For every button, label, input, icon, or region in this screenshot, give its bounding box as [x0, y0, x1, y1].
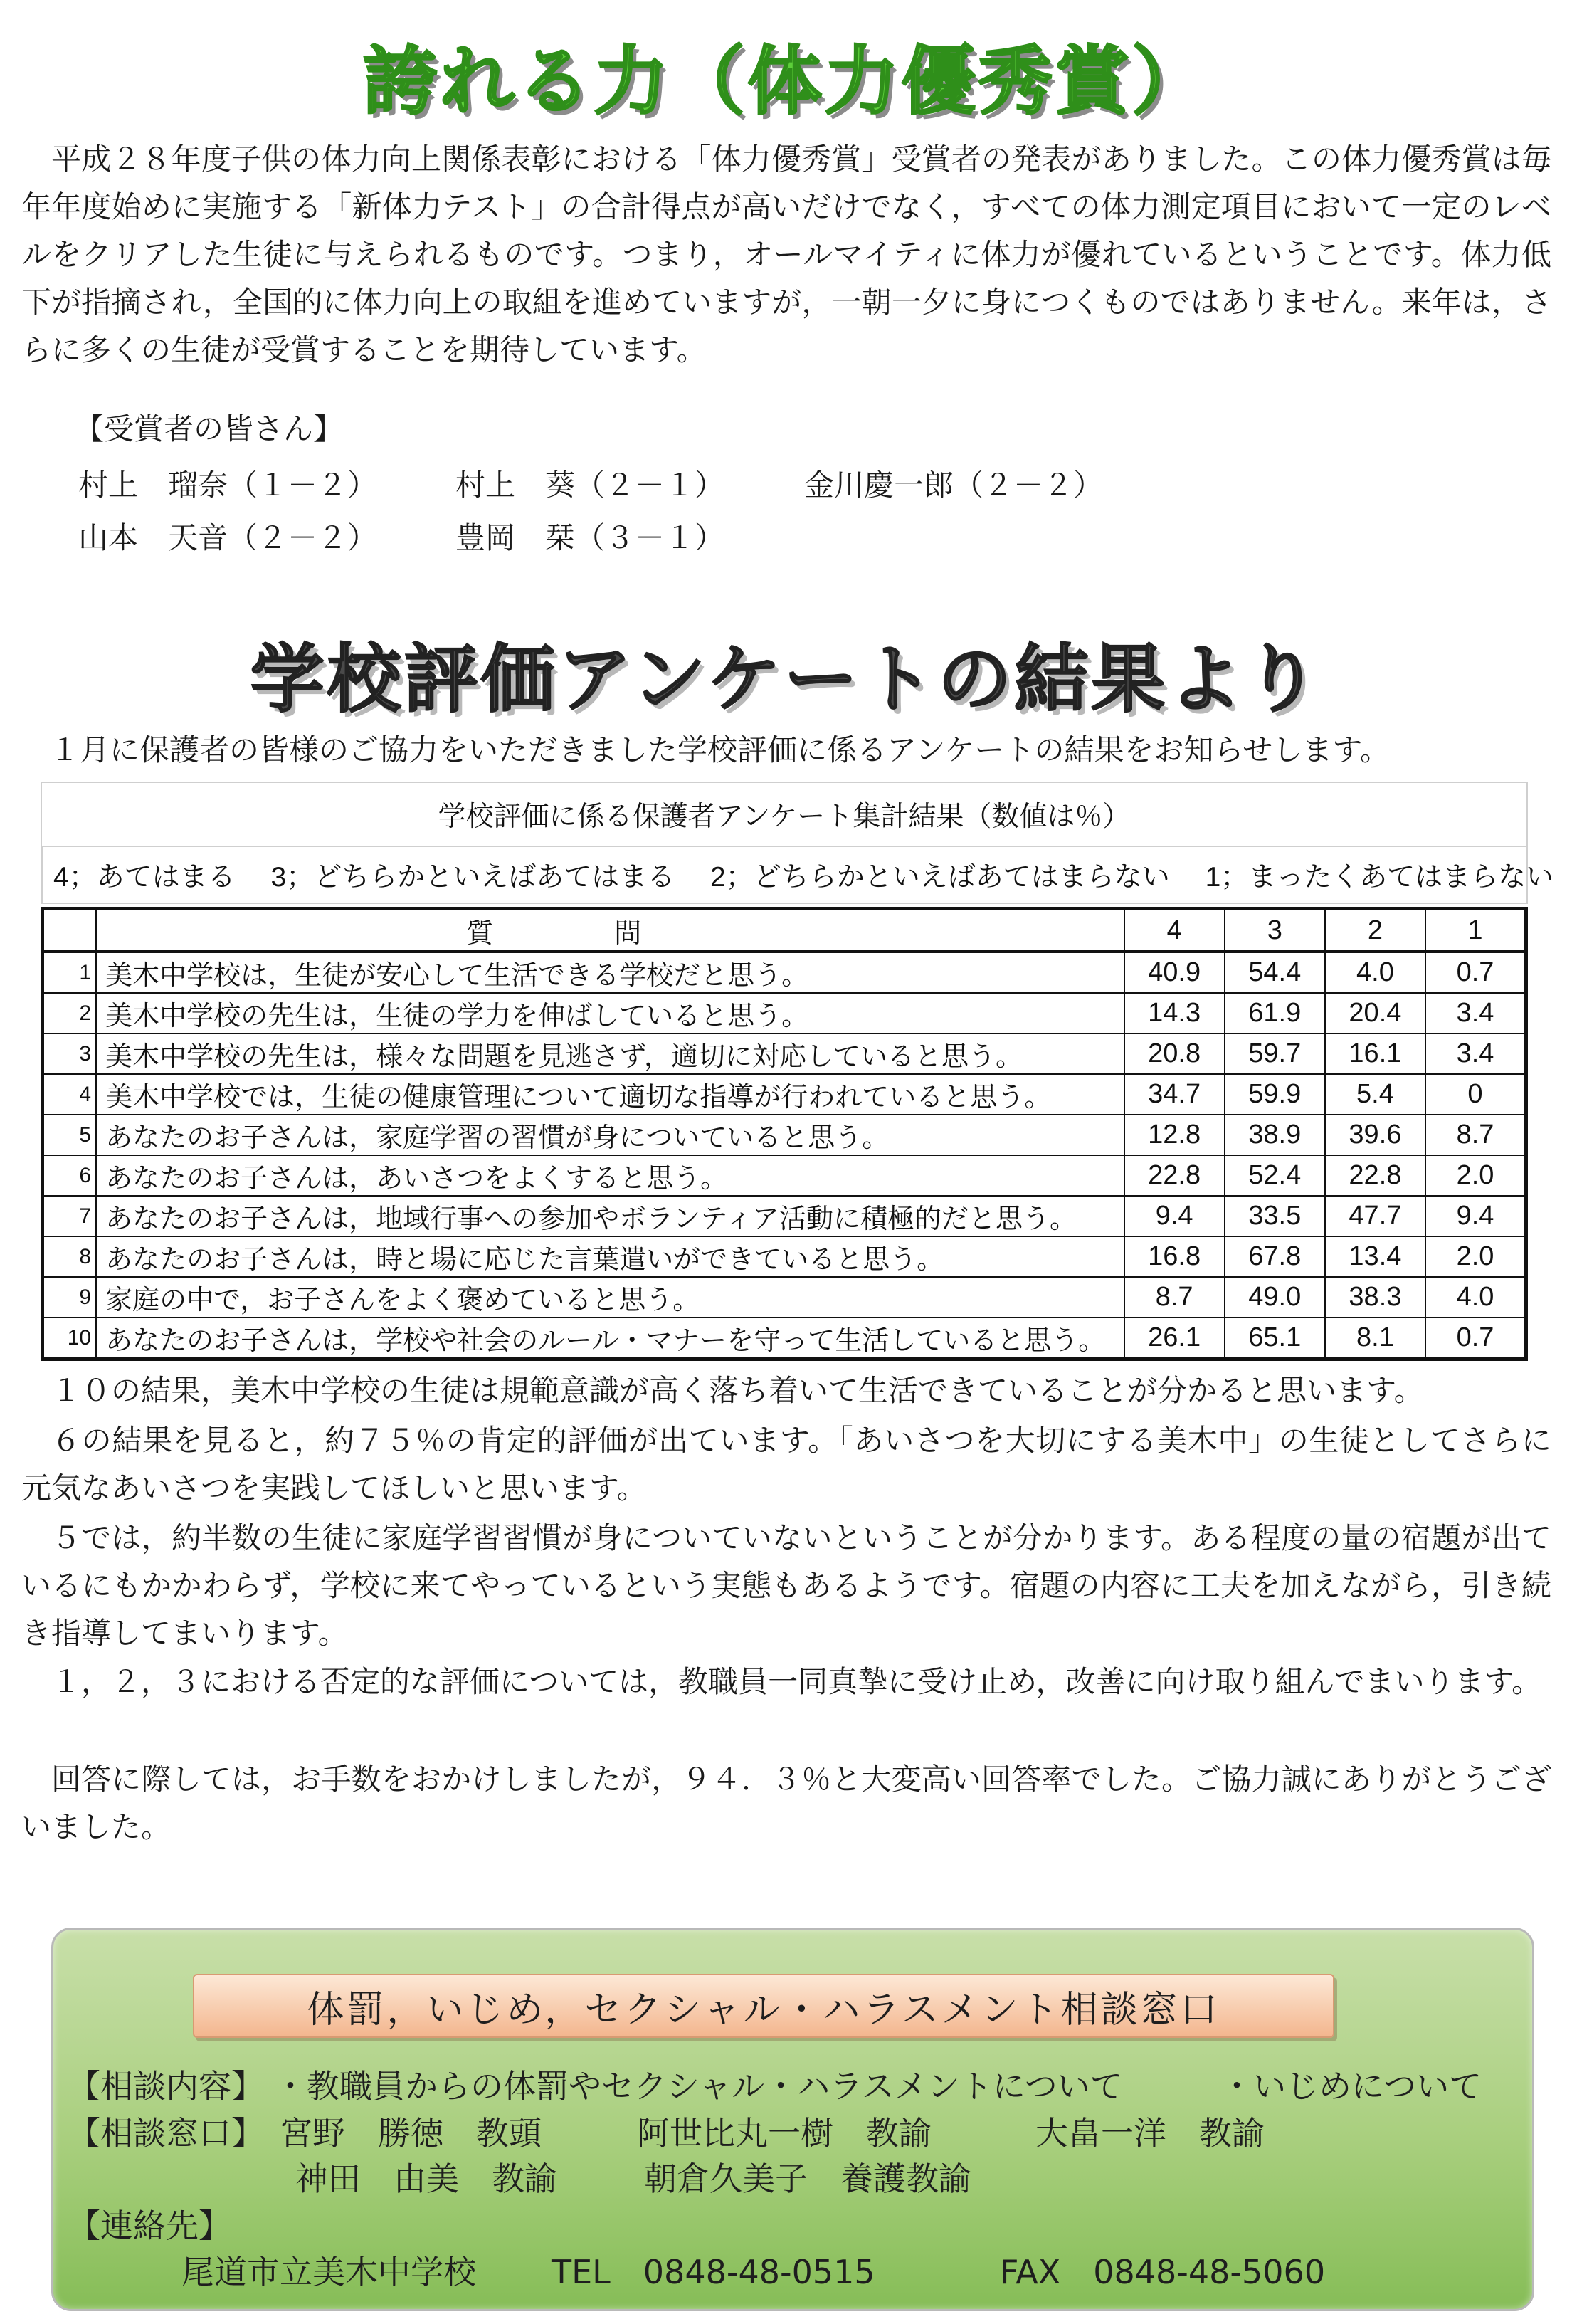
table-row — [43, 1155, 1526, 1196]
row-value-3: 59.7 — [1225, 1034, 1325, 1074]
awardees-list — [78, 459, 1103, 564]
consultation-box — [51, 1928, 1534, 2311]
row-value-2: 38.3 — [1325, 1277, 1425, 1318]
row-no: 6 — [43, 1155, 97, 1196]
result-paragraph: １，２，３における否定的な評価については，教職員一同真摯に受け止め，改善に向け取り組んでまいります。 — [51, 1664, 1542, 1699]
table-row — [43, 1236, 1526, 1277]
row-value-3: 52.4 — [1225, 1155, 1325, 1196]
row-value-2: 39.6 — [1325, 1115, 1425, 1155]
header-3: 3 — [1225, 909, 1325, 952]
result-paragraph: １０の結果，美木中学校の生徒は規範意識が高く落ち着いて生活できていることが分かると思います。 — [51, 1373, 1424, 1408]
staff-name: 大畠一洋 教諭 — [1035, 2114, 1265, 2152]
award-title: 誇れる力（体力優秀賞） — [363, 38, 1209, 125]
row-no: 5 — [43, 1115, 97, 1155]
row-question: あなたのお子さんは，あいさつをよくすると思う。 — [96, 1155, 1124, 1196]
address-label: 【連絡先】 — [68, 2207, 231, 2245]
awardee: 金川慶一郎（２－２） — [804, 468, 1104, 503]
staff-name: 阿世比丸一樹 教諭 — [637, 2114, 932, 2152]
row-value-1: 3.4 — [1425, 993, 1526, 1034]
table-row — [43, 952, 1526, 993]
survey-legend — [41, 846, 1554, 904]
header-question: 質問 — [96, 909, 1124, 952]
row-value-1: 2.0 — [1425, 1155, 1526, 1196]
row-value-3: 59.9 — [1225, 1074, 1325, 1115]
survey-lead: １月に保護者の皆様のご協力をいただきました学校評価に係るアンケートの結果をお知らせします。 — [50, 732, 1390, 767]
row-value-2: 22.8 — [1325, 1155, 1425, 1196]
row-value-2: 13.4 — [1325, 1236, 1425, 1277]
row-no: 10 — [43, 1318, 97, 1360]
awardee: 山本 天音（２－２） — [78, 520, 378, 555]
phone-number: TEL 0848-48-0515 — [552, 2253, 875, 2291]
header-no — [43, 909, 97, 952]
table-row — [43, 1034, 1526, 1074]
content-label: 【相談内容】 — [68, 2067, 264, 2105]
row-value-1: 8.7 — [1425, 1115, 1526, 1155]
row-value-3: 33.5 — [1225, 1196, 1325, 1236]
row-no: 1 — [43, 952, 97, 993]
row-value-4: 16.8 — [1124, 1236, 1225, 1277]
row-no: 4 — [43, 1074, 97, 1115]
row-value-3: 38.9 — [1225, 1115, 1325, 1155]
header-2: 2 — [1325, 909, 1425, 952]
row-value-2: 4.0 — [1325, 952, 1425, 993]
survey-table — [41, 907, 1528, 1361]
row-value-4: 12.8 — [1124, 1115, 1225, 1155]
row-no: 8 — [43, 1236, 97, 1277]
row-value-4: 26.1 — [1124, 1318, 1225, 1360]
row-value-2: 8.1 — [1325, 1318, 1425, 1360]
row-value-3: 54.4 — [1225, 952, 1325, 993]
row-value-3: 49.0 — [1225, 1277, 1325, 1318]
row-value-2: 47.7 — [1325, 1196, 1425, 1236]
table-row — [43, 1074, 1526, 1115]
row-value-2: 20.4 — [1325, 993, 1425, 1034]
header-4: 4 — [1124, 909, 1225, 952]
row-question: 家庭の中で，お子さんをよく褒めていると思う。 — [96, 1277, 1124, 1318]
row-value-1: 2.0 — [1425, 1236, 1526, 1277]
row-value-4: 8.7 — [1124, 1277, 1225, 1318]
result-paragraph: 回答に際しては，お手数をおかけしましたが，９４．３％と大変高い回答率でした。ご協力誠にありがとうございました。 — [21, 1762, 1551, 1844]
row-value-4: 14.3 — [1124, 993, 1225, 1034]
content-item-2: ・いじめについて — [1220, 2067, 1482, 2105]
row-question: 美木中学校は，生徒が安心して生活できる学校だと思う。 — [96, 952, 1124, 993]
header-1: 1 — [1425, 909, 1526, 952]
row-value-4: 9.4 — [1124, 1196, 1225, 1236]
staff-name: 宮野 勝徳 教頭 — [280, 2114, 542, 2152]
row-no: 7 — [43, 1196, 97, 1236]
consultation-banner: 体罰，いじめ，セクシャル・ハラスメント相談窓口 — [193, 1974, 1334, 2038]
row-value-4: 22.8 — [1124, 1155, 1225, 1196]
result-paragraph: ５では，約半数の生徒に家庭学習習慣が身についていないということが分かります。ある程度の量の宿題が出ているにもかかわらず，学校に来てやっているという実態もあるようです。宿題の内容に工夫を加えながら，引き続き指導してまいります。 — [21, 1520, 1551, 1651]
row-question: 美木中学校の先生は，生徒の学力を伸ばしていると思う。 — [96, 993, 1124, 1034]
awardees-heading: 【受賞者の皆さん】 — [74, 411, 344, 446]
row-value-1: 0.7 — [1425, 1318, 1526, 1360]
row-no: 9 — [43, 1277, 97, 1318]
row-question: 美木中学校では，生徒の健康管理について適切な指導が行われていると思う。 — [96, 1074, 1124, 1115]
award-intro: 平成２８年度子供の体力向上関係表彰における「体力優秀賞」受賞者の発表がありました。この体力優秀賞は毎年年度始めに実施する「新体力テスト」の合計得点が高いだけでなく，すべての体力測定項目において一定のレベルをクリアした生徒に与えられるものです。つまり，オールマイティに体力が優れているということです。体力低下が指摘され，全国的に体力向上の取組を進めていますが，一朝一夕に身につくものではありません。来年は，さらに多くの生徒が受賞することを期待しています。 — [21, 142, 1551, 367]
awardee: 豊岡 栞（３－１） — [455, 520, 725, 555]
row-question: あなたのお子さんは，家庭学習の習慣が身についていると思う。 — [96, 1115, 1124, 1155]
row-value-2: 16.1 — [1325, 1034, 1425, 1074]
fax-number: FAX 0848-48-5060 — [1000, 2253, 1326, 2291]
table-row — [43, 1277, 1526, 1318]
row-value-4: 40.9 — [1124, 952, 1225, 993]
table-row — [43, 1318, 1526, 1360]
row-no: 3 — [43, 1034, 97, 1074]
row-no: 2 — [43, 993, 97, 1034]
row-question: あなたのお子さんは，地域行事への参加やボランティア活動に積極的だと思う。 — [96, 1196, 1124, 1236]
row-question: あなたのお子さんは，時と場に応じた言葉遣いができていると思う。 — [96, 1236, 1124, 1277]
row-value-1: 9.4 — [1425, 1196, 1526, 1236]
survey-table-block — [41, 782, 1554, 1361]
table-row — [43, 1196, 1526, 1236]
row-value-3: 65.1 — [1225, 1318, 1325, 1360]
row-question: 美木中学校の先生は，様々な問題を見逃さず，適切に対応していると思う。 — [96, 1034, 1124, 1074]
row-value-3: 61.9 — [1225, 993, 1325, 1034]
row-value-4: 34.7 — [1124, 1074, 1225, 1115]
awardee: 村上 葵（２－１） — [455, 468, 725, 503]
window-label: 【相談窓口】 — [68, 2114, 264, 2152]
row-value-2: 5.4 — [1325, 1074, 1425, 1115]
row-value-1: 0.7 — [1425, 952, 1526, 993]
row-value-1: 4.0 — [1425, 1277, 1526, 1318]
row-value-1: 0 — [1425, 1074, 1526, 1115]
survey-title: 学校評価アンケートの結果より — [250, 636, 1322, 722]
table-row — [43, 993, 1526, 1034]
row-value-3: 67.8 — [1225, 1236, 1325, 1277]
survey-table-title: 学校評価に係る保護者アンケート集計結果（数値は％） — [41, 782, 1528, 846]
staff-name: 神田 由美 教諭 — [295, 2160, 557, 2198]
staff-name: 朝倉久美子 養護教諭 — [644, 2160, 971, 2198]
table-row — [43, 1115, 1526, 1155]
school-name: 尾道市立美木中学校 — [181, 2253, 476, 2291]
awardee: 村上 瑠奈（１－２） — [78, 468, 378, 503]
row-value-1: 3.4 — [1425, 1034, 1526, 1074]
table-header-row — [43, 909, 1526, 952]
row-question: あなたのお子さんは，学校や社会のルール・マナーを守って生活していると思う。 — [96, 1318, 1124, 1360]
legend-text: 4；あてはまる 3；どちらかといえばあてはまる 2；どちらかといえばあてはまらない 1；まったくあてはまらない — [53, 862, 1554, 893]
row-value-4: 20.8 — [1124, 1034, 1225, 1074]
content-item-1: ・教職員からの体罰やセクシャル・ハラスメントについて — [274, 2067, 1123, 2105]
result-paragraph: ６の結果を見ると，約７５％の肯定的評価が出ています。「あいさつを大切にする美木中」の生徒としてさらに元気なあいさつを実践してほしいと思います。 — [21, 1423, 1551, 1505]
